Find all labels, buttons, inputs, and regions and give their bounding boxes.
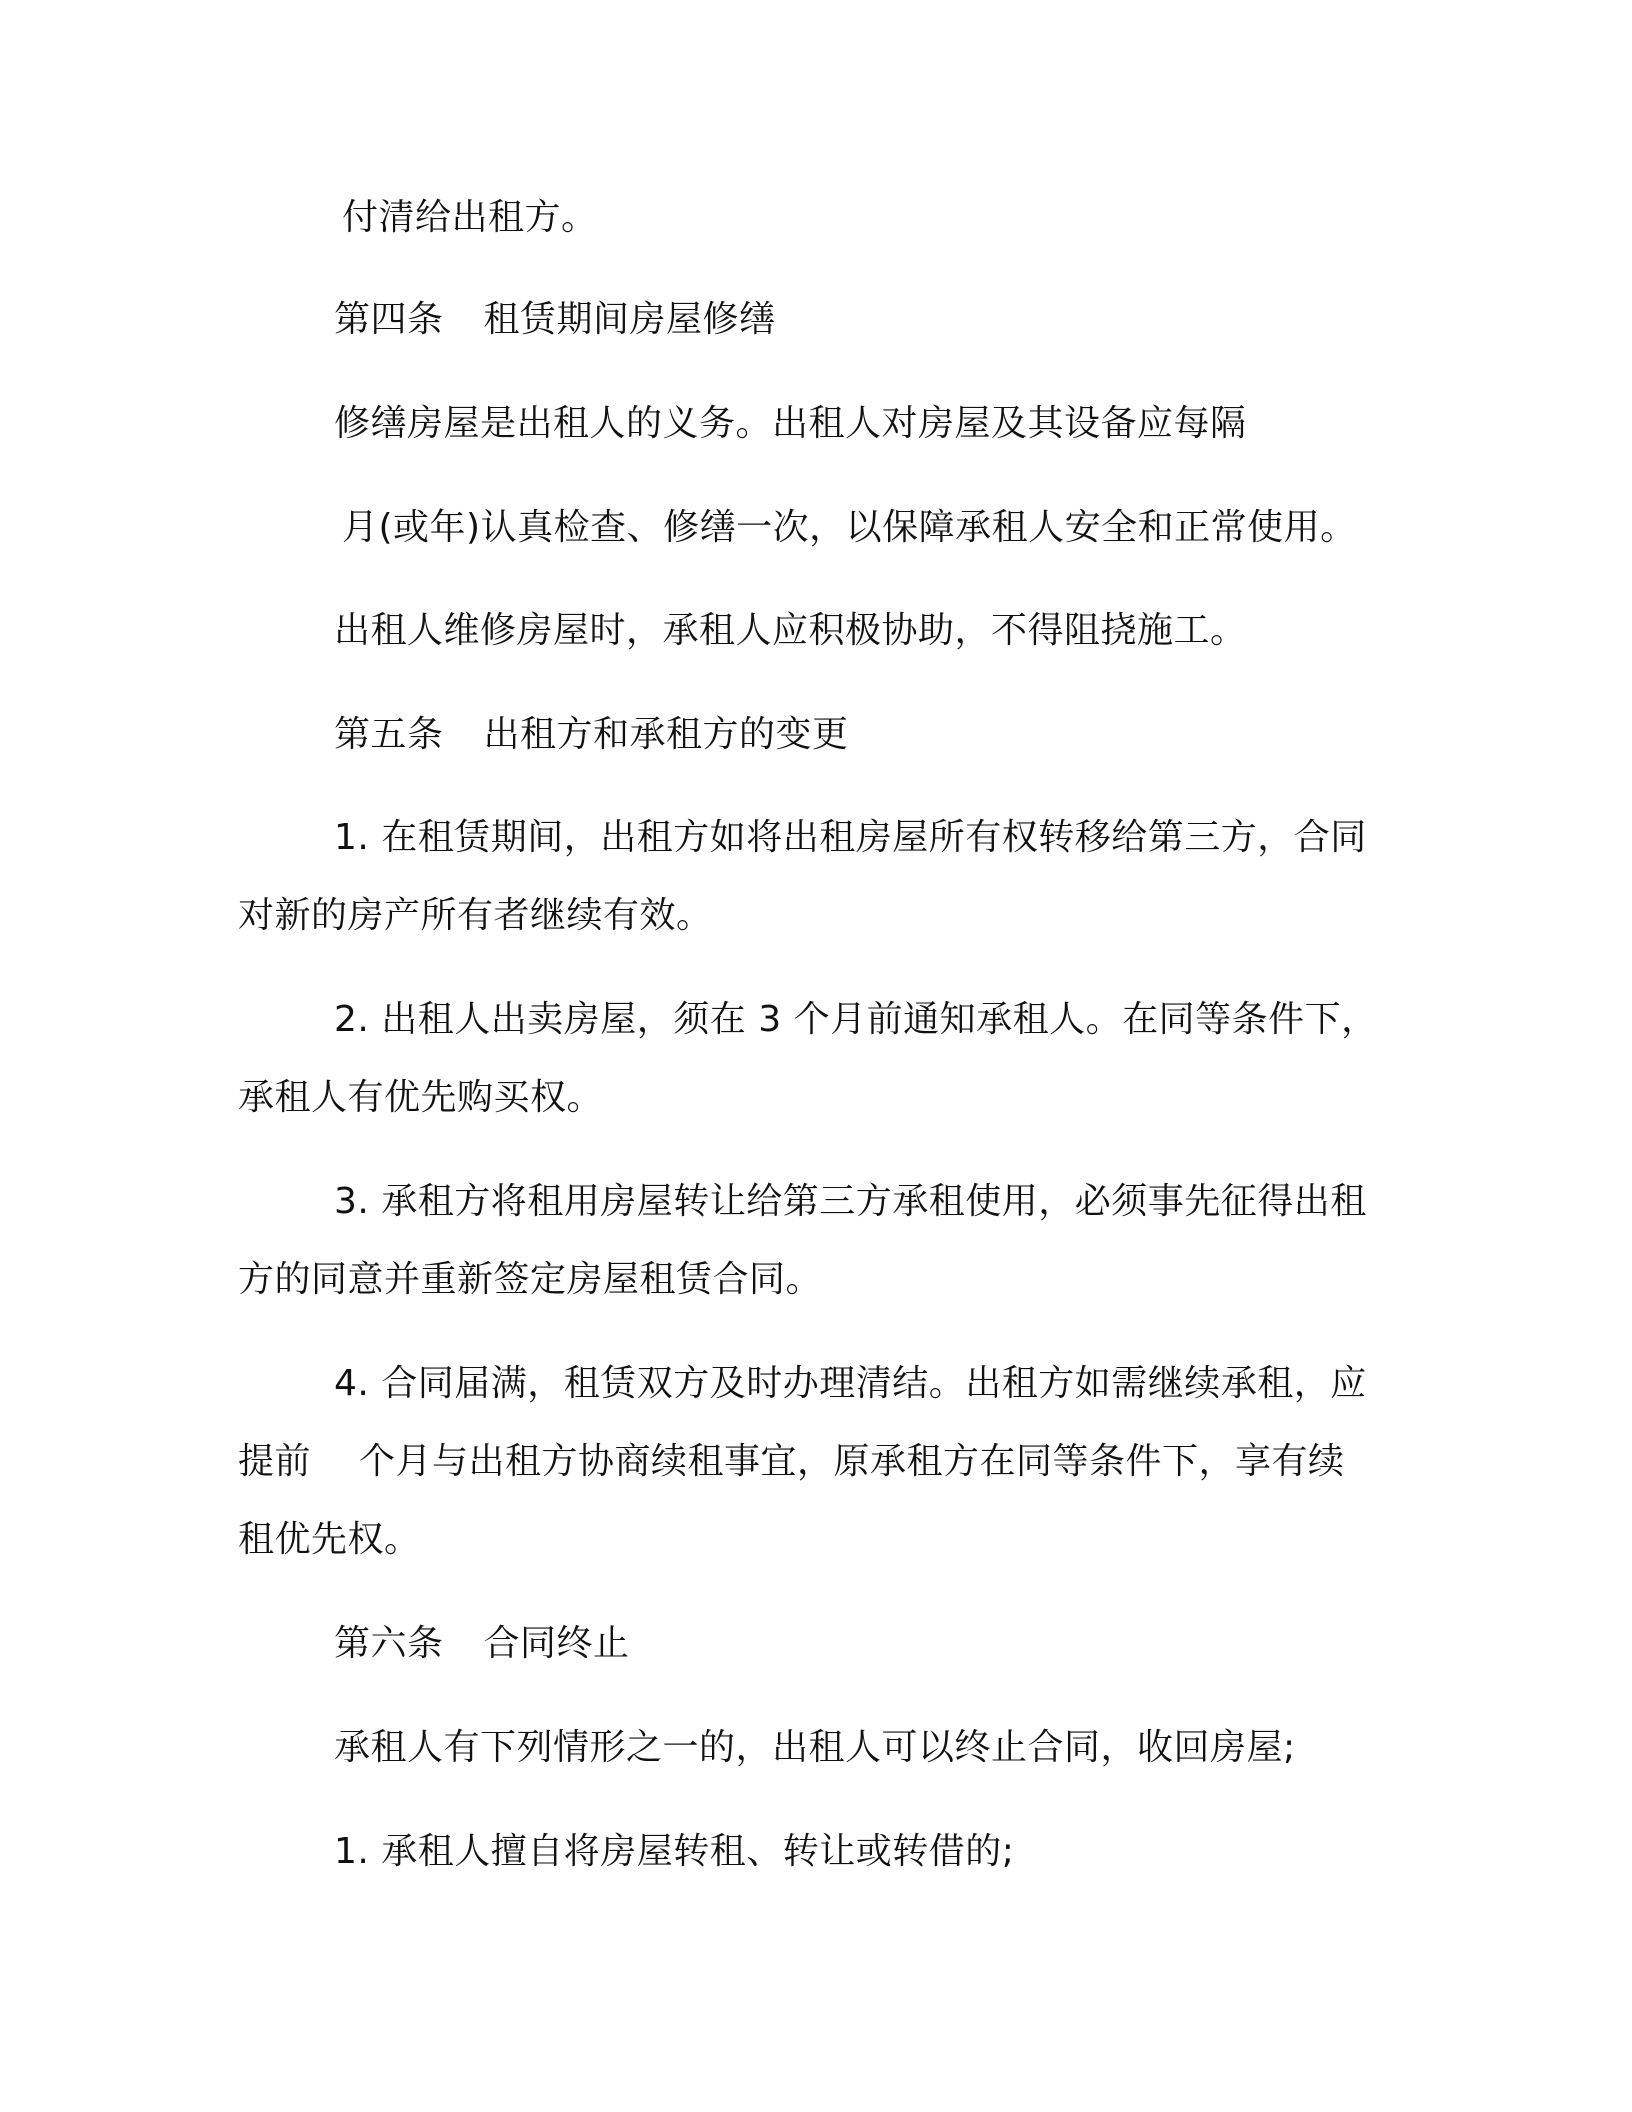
- line-fragment: 提前: [238, 1441, 312, 1482]
- paragraph-line: 付清给出租方。: [342, 197, 598, 238]
- article-title: 租赁期间房屋修缮: [483, 299, 776, 340]
- paragraph-line: 承租人有下列情形之一的，出租人可以终止合同，收回房屋;: [334, 1727, 1296, 1768]
- line-fragment: 个月与出租方协商续租事宜，原承租方在同等条件下，享有续: [359, 1441, 1345, 1482]
- article-number: 第五条: [334, 714, 444, 755]
- paragraph-line: [238, 1440, 1345, 1484]
- article-number: 第四条: [334, 299, 444, 340]
- article-heading: [334, 298, 776, 342]
- paragraph-line: 月(或年)认真检查、修缮一次，以保障承租人安全和正常使用。: [342, 507, 1357, 548]
- paragraph-line: 4. 合同届满，租赁双方及时办理清结。出租方如需继续承租，应: [334, 1363, 1367, 1404]
- article-heading: [334, 1622, 630, 1666]
- article-title: 合同终止: [483, 1623, 630, 1664]
- paragraph-line: 2. 出租人出卖房屋，须在 3 个月前通知承租人。在同等条件下，: [334, 999, 1378, 1040]
- paragraph-line: 租优先权。: [238, 1519, 421, 1560]
- paragraph-line: 承租人有优先购买权。: [238, 1077, 604, 1118]
- paragraph-line: 对新的房产所有者继续有效。: [238, 895, 713, 936]
- article-title: 出租方和承租方的变更: [483, 714, 849, 755]
- article-heading: [334, 713, 849, 757]
- paragraph-line: 修缮房屋是出租人的义务。出租人对房屋及其设备应每隔: [334, 403, 1247, 444]
- paragraph-line: 1. 在租赁期间，出租方如将出租房屋所有权转移给第三方，合同: [334, 817, 1367, 858]
- paragraph-line: 3. 承租方将租用房屋转让给第三方承租使用，必须事先征得出租: [334, 1181, 1367, 1222]
- paragraph-line: 1. 承租人擅自将房屋转租、转让或转借的;: [334, 1831, 1015, 1872]
- paragraph-line: 出租人维修房屋时，承租人应积极协助，不得阻挠施工。: [334, 610, 1247, 651]
- paragraph-line: 方的同意并重新签定房屋租赁合同。: [238, 1259, 823, 1300]
- article-number: 第六条: [334, 1623, 444, 1664]
